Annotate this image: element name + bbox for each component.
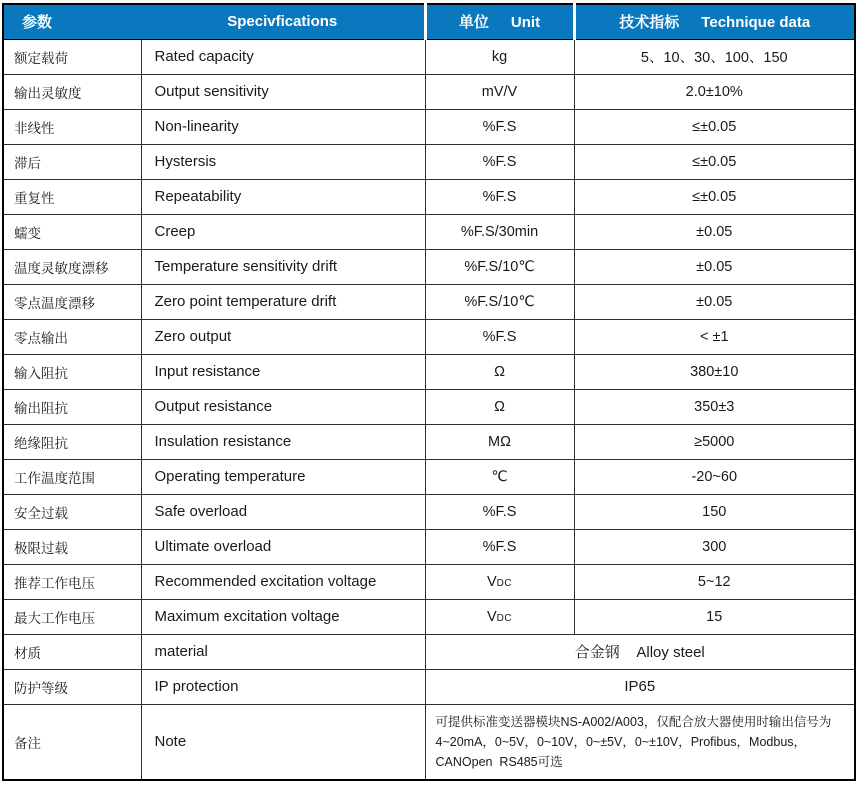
- param-name-en: Creep: [141, 214, 425, 249]
- param-name-zh: 绝缘阻抗: [3, 424, 141, 459]
- param-name-en: Note: [141, 704, 425, 780]
- unit-cell: [425, 459, 574, 494]
- merged-value-cell: IP65: [425, 669, 855, 704]
- unit-text: ℃: [491, 468, 508, 485]
- unit-cell: [425, 354, 574, 389]
- param-name-en: Zero point temperature drift: [141, 284, 425, 319]
- unit-text: %F.S: [482, 538, 517, 555]
- unit-cell: [425, 424, 574, 459]
- param-name-en: Output sensitivity: [141, 74, 425, 109]
- table-row: [3, 424, 855, 459]
- unit-text: %F.S/10℃: [464, 258, 535, 275]
- unit-cell: [425, 564, 574, 599]
- value-cell: -20~60: [574, 459, 855, 494]
- table-row: [3, 214, 855, 249]
- value-cell: 380±10: [574, 354, 855, 389]
- param-name-en: Recommended excitation voltage: [141, 564, 425, 599]
- unit-text: Ω: [494, 363, 505, 380]
- value-cell: ±0.05: [574, 214, 855, 249]
- spec-table-header: [3, 4, 855, 39]
- param-name-zh: 蠕变: [3, 214, 141, 249]
- unit-text: V: [486, 608, 497, 625]
- param-name-zh: 零点输出: [3, 319, 141, 354]
- table-row: [3, 564, 855, 599]
- unit-text: %F.S/30min: [460, 223, 539, 240]
- table-row: [3, 74, 855, 109]
- table-row: [3, 669, 855, 704]
- unit-cell: [425, 214, 574, 249]
- param-name-en: Ultimate overload: [141, 529, 425, 564]
- param-name-zh: 备注: [3, 704, 141, 780]
- param-name-zh: 温度灵敏度漂移: [3, 249, 141, 284]
- table-row: [3, 284, 855, 319]
- table-row: [3, 179, 855, 214]
- unit-cell: [425, 599, 574, 634]
- param-name-en: IP protection: [141, 669, 425, 704]
- param-name-en: Zero output: [141, 319, 425, 354]
- unit-cell: [425, 389, 574, 424]
- param-name-zh: 防护等级: [3, 669, 141, 704]
- value-cell: < ±1: [574, 319, 855, 354]
- header-technique-zh: 技术指标: [619, 14, 680, 32]
- table-header-row: [3, 4, 855, 39]
- unit-cell: [425, 144, 574, 179]
- header-unit-en: Unit: [510, 14, 541, 32]
- table-row: [3, 144, 855, 179]
- unit-text: %F.S: [482, 118, 517, 135]
- note-cell: [425, 704, 855, 780]
- unit-cell: [425, 39, 574, 74]
- value-cell: 5~12: [574, 564, 855, 599]
- value-cell: 5、10、30、100、150: [574, 39, 855, 74]
- value-cell: ≥5000: [574, 424, 855, 459]
- spec-table-body: [3, 39, 855, 780]
- param-name-zh: 非线性: [3, 109, 141, 144]
- header-specifications: Specivfications: [141, 4, 425, 39]
- param-name-zh: 额定载荷: [3, 39, 141, 74]
- value-cell: 15: [574, 599, 855, 634]
- table-row: [3, 494, 855, 529]
- value-cell: 150: [574, 494, 855, 529]
- header-technique-en: Technique data: [701, 14, 811, 32]
- param-name-en: material: [141, 634, 425, 669]
- unit-cell: [425, 319, 574, 354]
- table-row: [3, 529, 855, 564]
- note-line: 4~20mA，0~5V，0~10V，0~±5V，0~±10V，Profibus，Modbus，: [435, 734, 807, 749]
- note-line: 可提供标准变送器模块NS-A002/A003，仅配合放大器使用时输出信号为: [435, 714, 832, 729]
- unit-text: %F.S: [482, 328, 517, 345]
- param-name-zh: 极限过载: [3, 529, 141, 564]
- param-name-zh: 输入阻抗: [3, 354, 141, 389]
- table-row: [3, 319, 855, 354]
- param-name-zh: 工作温度范围: [3, 459, 141, 494]
- unit-cell: [425, 179, 574, 214]
- unit-subscript: DC: [496, 612, 513, 624]
- param-name-en: Maximum excitation voltage: [141, 599, 425, 634]
- header-unit: [425, 4, 574, 39]
- param-name-zh: 重复性: [3, 179, 141, 214]
- unit-text: Ω: [494, 398, 505, 415]
- header-technique: [574, 4, 855, 39]
- table-row: [3, 354, 855, 389]
- header-param: 参数: [3, 4, 141, 39]
- unit-cell: [425, 249, 574, 284]
- merged-value-cell: 合金钢 Alloy steel: [425, 634, 855, 669]
- unit-cell: [425, 284, 574, 319]
- param-name-zh: 材质: [3, 634, 141, 669]
- param-name-zh: 推荐工作电压: [3, 564, 141, 599]
- value-cell: ≤±0.05: [574, 144, 855, 179]
- param-name-en: Non-linearity: [141, 109, 425, 144]
- param-name-en: Temperature sensitivity drift: [141, 249, 425, 284]
- unit-text: kg: [491, 48, 508, 65]
- unit-subscript: DC: [496, 577, 513, 589]
- unit-cell: [425, 109, 574, 144]
- param-name-en: Repeatability: [141, 179, 425, 214]
- param-name-zh: 滞后: [3, 144, 141, 179]
- unit-cell: [425, 529, 574, 564]
- table-row: [3, 39, 855, 74]
- table-row: [3, 459, 855, 494]
- param-name-zh: 输出阻抗: [3, 389, 141, 424]
- param-name-en: Rated capacity: [141, 39, 425, 74]
- value-cell: ≤±0.05: [574, 179, 855, 214]
- value-cell: ≤±0.05: [574, 109, 855, 144]
- param-name-en: Insulation resistance: [141, 424, 425, 459]
- table-row: [3, 704, 855, 780]
- datasheet-page: [0, 3, 856, 796]
- param-name-zh: 零点温度漂移: [3, 284, 141, 319]
- param-name-zh: 安全过载: [3, 494, 141, 529]
- param-name-en: Operating temperature: [141, 459, 425, 494]
- unit-text: %F.S/10℃: [464, 293, 535, 310]
- table-row: [3, 109, 855, 144]
- param-name-en: Safe overload: [141, 494, 425, 529]
- unit-text: %F.S: [482, 153, 517, 170]
- header-unit-zh: 单位: [458, 14, 489, 32]
- value-cell: ±0.05: [574, 284, 855, 319]
- param-name-zh: 最大工作电压: [3, 599, 141, 634]
- table-row: [3, 389, 855, 424]
- spec-table: [2, 3, 856, 781]
- table-row: [3, 599, 855, 634]
- table-row: [3, 634, 855, 669]
- unit-text: mV/V: [481, 83, 518, 100]
- table-row: [3, 249, 855, 284]
- unit-text: %F.S: [482, 188, 517, 205]
- value-cell: 300: [574, 529, 855, 564]
- unit-text: V: [486, 573, 497, 590]
- value-cell: 2.0±10%: [574, 74, 855, 109]
- note-line: CANOpen RS485可选: [435, 755, 563, 769]
- param-name-zh: 输出灵敏度: [3, 74, 141, 109]
- value-cell: ±0.05: [574, 249, 855, 284]
- param-name-en: Hystersis: [141, 144, 425, 179]
- unit-text: %F.S: [482, 503, 517, 520]
- param-name-en: Output resistance: [141, 389, 425, 424]
- param-name-en: Input resistance: [141, 354, 425, 389]
- unit-text: MΩ: [488, 433, 511, 450]
- unit-cell: [425, 74, 574, 109]
- unit-cell: [425, 494, 574, 529]
- value-cell: 350±3: [574, 389, 855, 424]
